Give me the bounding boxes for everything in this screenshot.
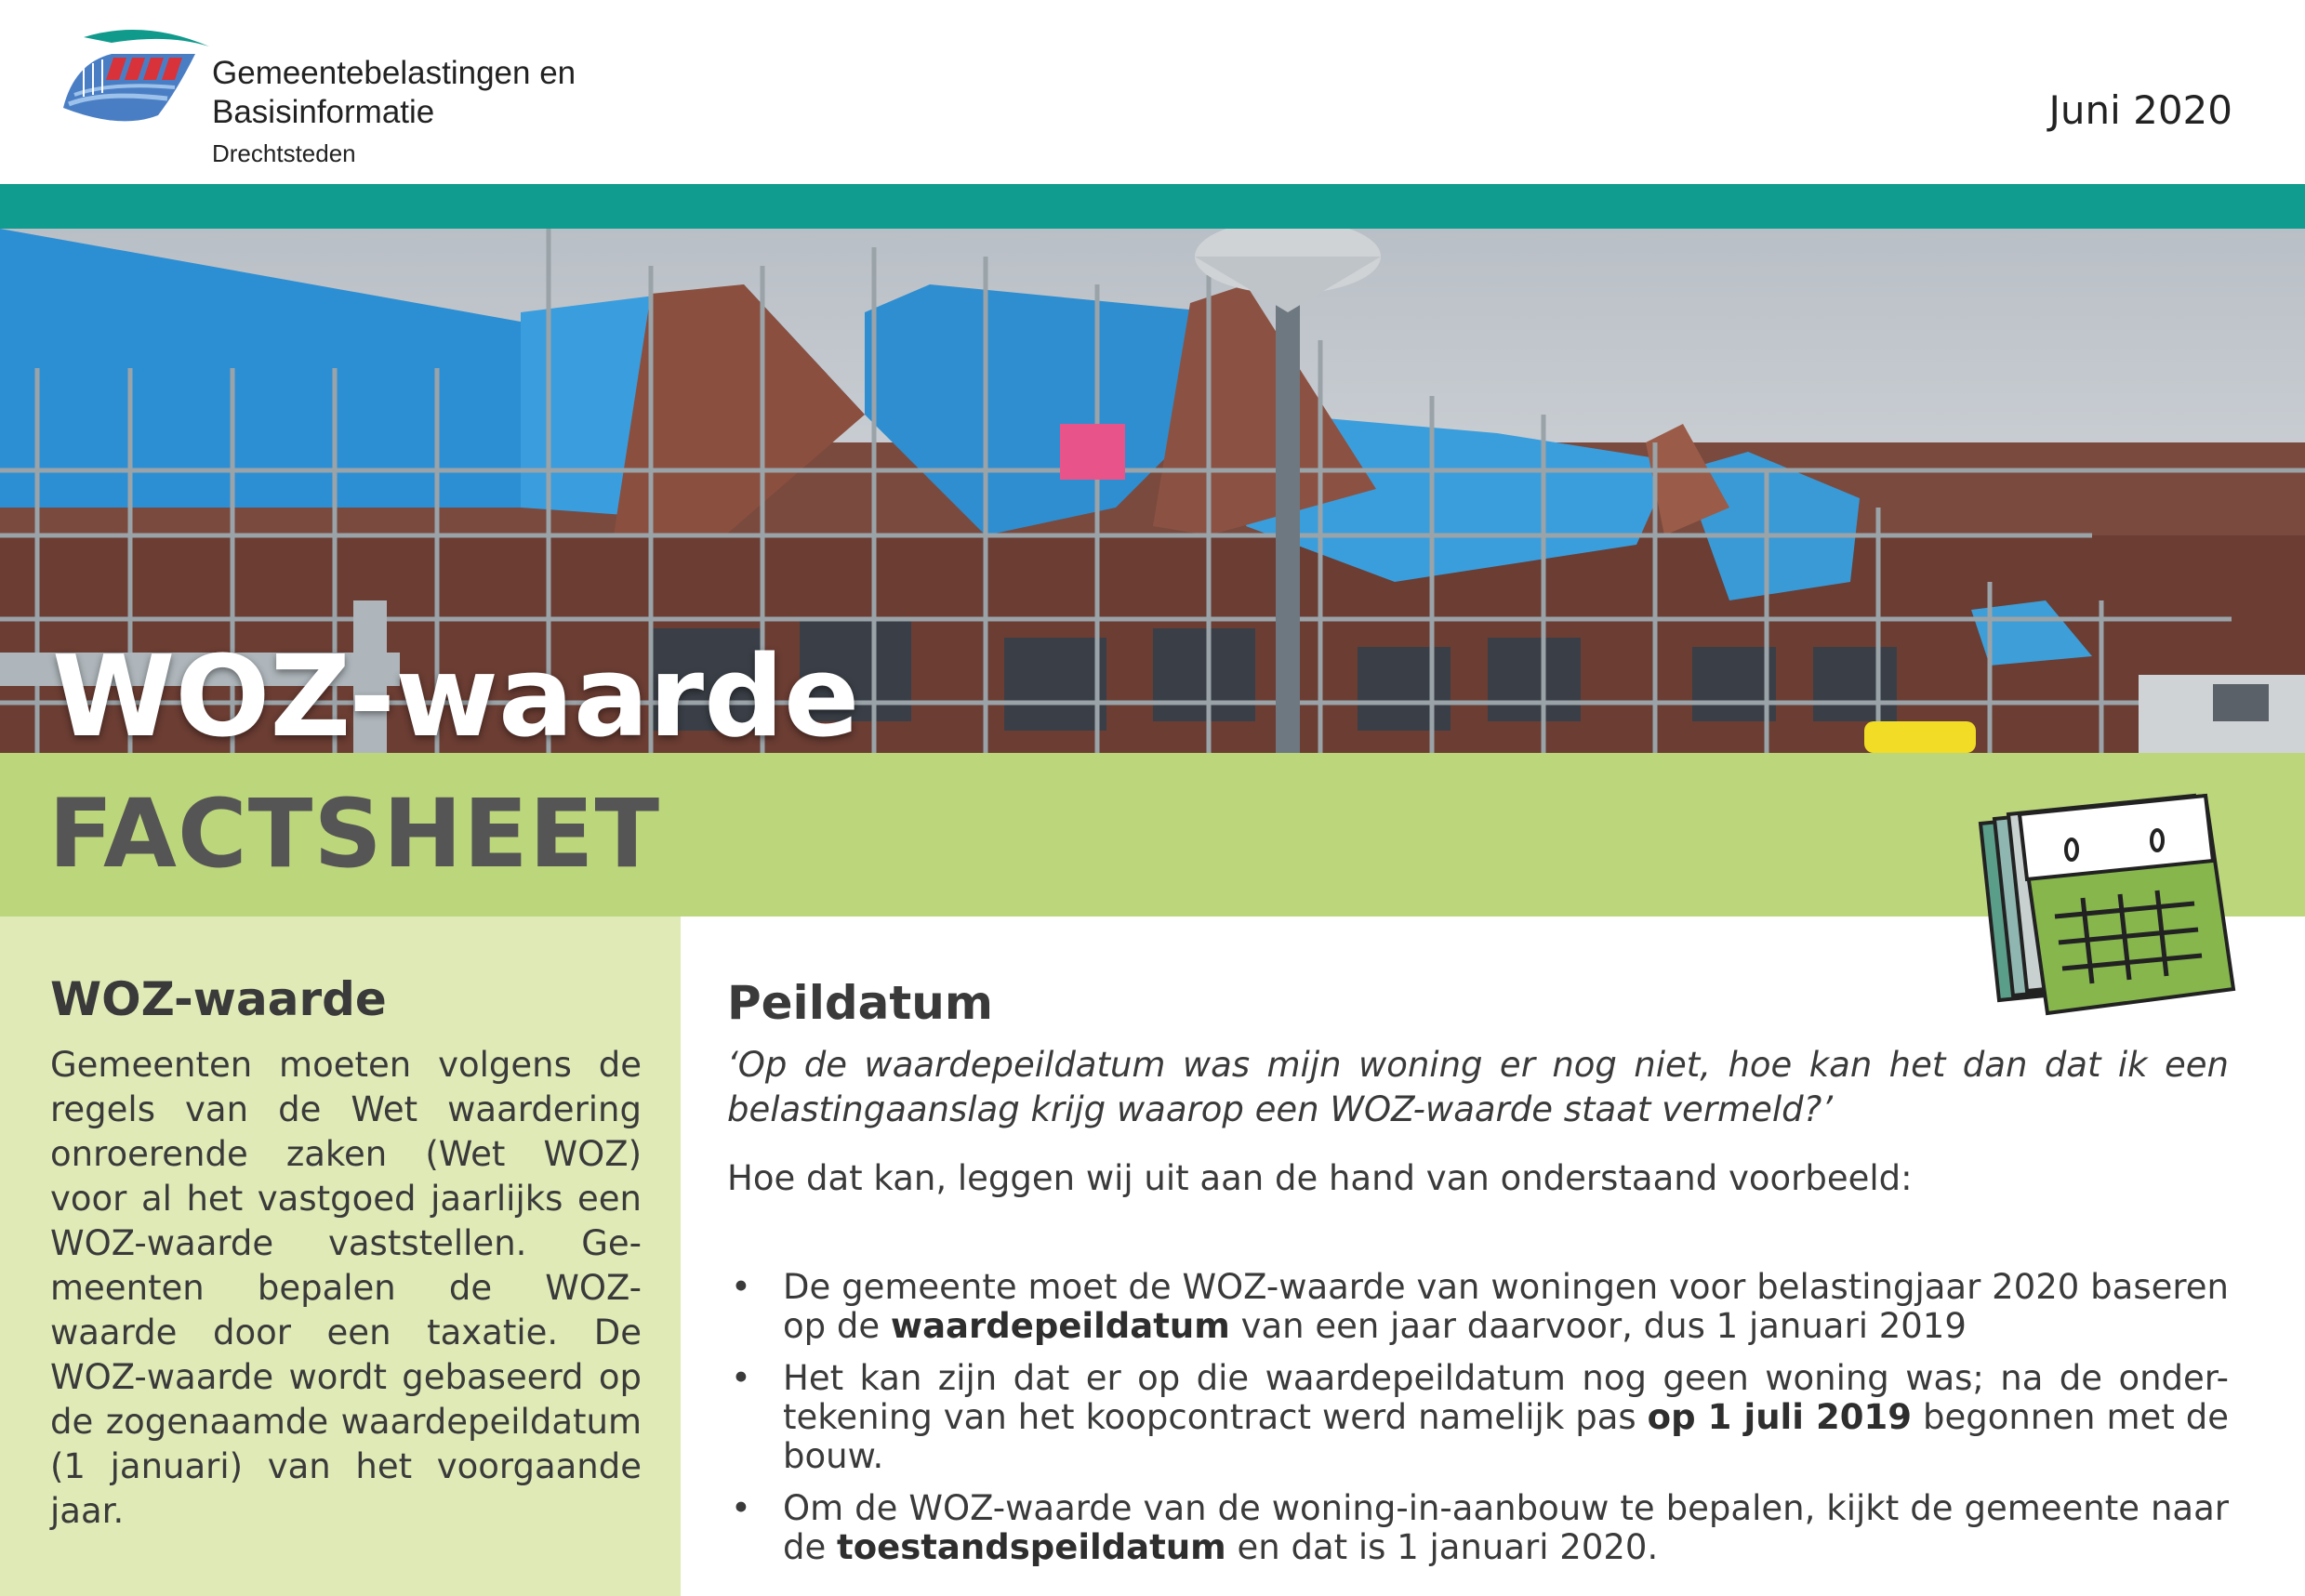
organization-name — [212, 54, 576, 132]
factsheet-title: FACTSHEET — [48, 779, 661, 890]
hero-title-line1: WOZ-waarde — [52, 633, 860, 753]
list-item — [727, 1359, 2229, 1476]
list-item — [727, 1268, 2229, 1346]
intro-text: Hoe dat kan, leggen wij uit aan de hand van onderstaand voorbeeld: — [727, 1158, 1913, 1198]
organization-name-line2: Basisinformatie — [212, 94, 435, 130]
organization-logo — [56, 26, 214, 128]
hero-title — [52, 628, 1455, 753]
quote-text: ‘Op de waardepeildatum was mijn woning er nog niet, hoe kan het dan dat ik een belastingaanslag krijg waarop een WOZ-waarde staat vermeld?’ — [727, 1045, 2229, 1129]
bullet-text: begonnen met de bouw. — [783, 1397, 2229, 1476]
bullet-text: en dat is 1 januari 2020. — [1225, 1527, 1659, 1567]
bullet-icon: • — [731, 1267, 751, 1307]
page-header — [0, 0, 2305, 184]
main-content — [727, 976, 2229, 1580]
teal-divider-band — [0, 184, 2305, 229]
bullet-icon: • — [731, 1358, 751, 1398]
bullet-text: Het kan zijn dat er op die waardepeildatum nog geen woning was; na de onder-tekening van het koopcontract werd namelijk pas — [783, 1358, 2229, 1437]
hero-banner — [0, 229, 2305, 753]
bullet-bold-text: waardepeildatum — [890, 1306, 1230, 1346]
bullet-bold-text: op 1 juli 2019 — [1647, 1397, 1912, 1437]
sidebar-heading: WOZ-waarde — [50, 972, 387, 1026]
organization-subtitle: Drechtsteden — [212, 139, 356, 167]
bullet-text: De gemeente moet de WOZ-waarde van woningen voor belastingjaar 2020 baseren op de — [783, 1267, 2229, 1346]
bullet-list — [727, 1268, 2229, 1567]
bullet-text: van een jaar daarvoor, dus 1 januari 2019 — [1229, 1306, 1967, 1346]
bullet-text: Om de WOZ-waarde van de woning-in-aanbouw te bepalen, kijkt de gemeente naar de — [783, 1488, 2229, 1567]
publication-date: Juni 2020 — [2048, 87, 2232, 133]
list-item — [727, 1489, 2229, 1567]
organization-name-line1: Gemeentebelastingen en — [212, 55, 576, 91]
section-heading: Peildatum — [727, 976, 993, 1030]
sidebar-text: Gemeenten moeten volgens de regels van de Wet waardering onroerende zaken (Wet WOZ) voor al het vastgoed jaarlijks een WOZ-waarde vaststellen. Ge-meenten bepalen de WOZ-waarde door een taxatie. De WOZ-waarde wordt gebaseerd op de zogenaamde waardepeildatum (1 januari) van het voorgaande jaar. — [50, 1045, 642, 1531]
bullet-icon: • — [731, 1488, 751, 1528]
bullet-bold-text: toestandspeildatum — [837, 1527, 1226, 1567]
